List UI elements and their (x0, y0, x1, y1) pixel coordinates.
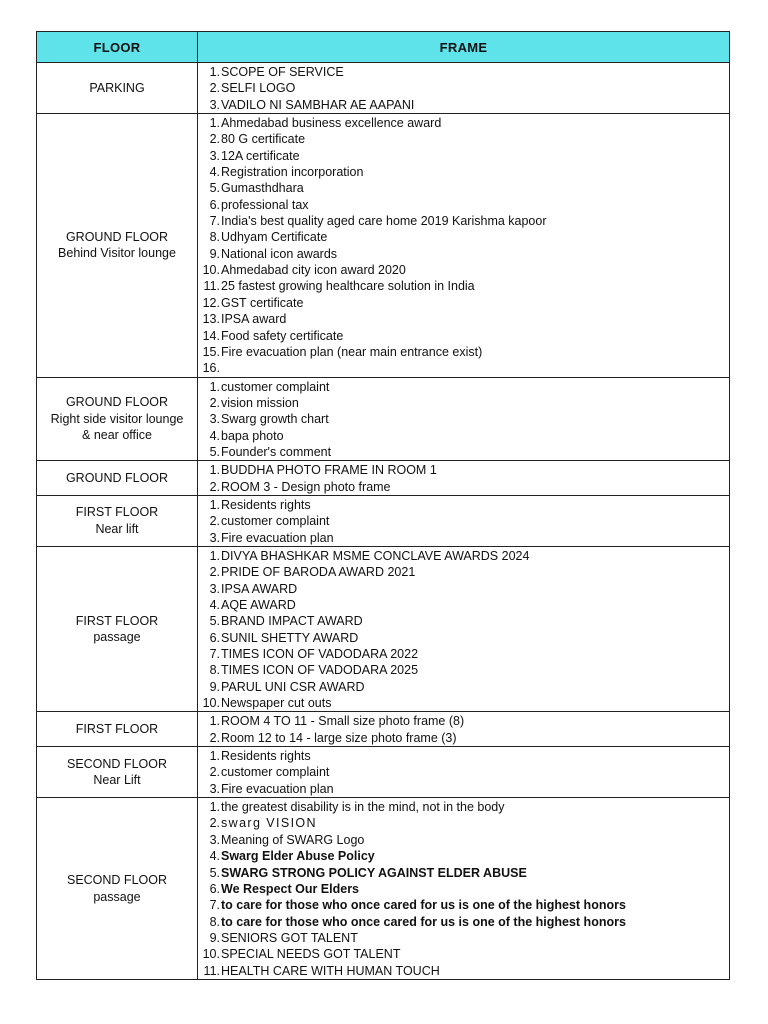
frame-cell (198, 377, 730, 461)
item-text: Registration incorporation (221, 165, 364, 180)
item-text: Fire evacuation plan (near main entrance exist) (221, 344, 483, 359)
item-number: 3. (209, 781, 220, 796)
frame-list (198, 379, 729, 461)
list-item (198, 881, 729, 897)
item-number: 2. (209, 132, 220, 147)
item-number: 1. (209, 379, 220, 394)
item-number: 9. (209, 246, 220, 261)
item-number: 5. (209, 444, 220, 459)
item-number: 10. (202, 696, 220, 711)
floor-label: passage (93, 630, 141, 645)
item-number: 4. (209, 428, 220, 443)
item-number: 3. (209, 97, 220, 112)
list-item (198, 115, 729, 131)
list-item (198, 328, 729, 344)
list-item (198, 131, 729, 147)
item-text: SCOPE OF SERVICE (221, 65, 344, 79)
floor-cell (37, 377, 198, 461)
floor-label: passage (93, 889, 141, 904)
item-number: 8. (209, 663, 220, 678)
table-row (37, 712, 730, 747)
item-text: Swarg growth chart (221, 412, 329, 427)
list-item (198, 646, 729, 662)
item-number: 8. (209, 914, 220, 929)
item-number: 6. (209, 630, 220, 645)
item-text: Fire evacuation plan (221, 781, 334, 796)
floor-cell (37, 461, 198, 496)
item-text: 80 G certificate (221, 132, 306, 147)
item-text: Fire evacuation plan (221, 530, 334, 545)
frame-cell (198, 798, 730, 980)
floor-label: Near Lift (93, 773, 141, 788)
list-item (198, 695, 729, 711)
list-item (198, 832, 729, 848)
item-number: 1. (209, 800, 220, 815)
floor-label: GROUND FLOOR (65, 395, 169, 410)
item-number: 2. (209, 514, 220, 529)
frame-list (198, 497, 729, 546)
item-number: 1. (209, 116, 220, 131)
item-number: 2. (209, 395, 220, 410)
frame-list (198, 64, 729, 113)
item-text: ROOM 3 - Design photo frame (221, 479, 391, 494)
item-number: 6. (209, 881, 220, 896)
item-number: 9. (209, 930, 220, 945)
list-item (198, 180, 729, 196)
list-item (198, 428, 729, 444)
item-number: 5. (209, 181, 220, 196)
list-item (198, 444, 729, 460)
item-text: the greatest disability is in the mind, not in the body (221, 800, 505, 815)
table-row (37, 63, 730, 114)
list-item (198, 360, 729, 376)
item-number: 8. (209, 230, 220, 245)
item-text: National icon awards (221, 246, 338, 261)
floor-cell (37, 63, 198, 114)
item-number: 13. (202, 312, 220, 327)
floor-column-header: FLOOR (37, 32, 198, 63)
item-number: 14. (202, 328, 220, 343)
list-item (198, 513, 729, 529)
item-text: Udhyam Certificate (221, 230, 328, 245)
item-number: 11. (203, 963, 220, 978)
item-text: to care for those who once cared for us is one of the highest honors (221, 898, 626, 913)
floor-label: SECOND FLOOR (66, 756, 167, 771)
frame-list (198, 799, 729, 979)
floor-label: Right side visitor lounge (50, 411, 184, 426)
item-number: 1. (209, 749, 220, 764)
item-text: customer complaint (221, 379, 330, 394)
item-number: 3. (209, 832, 220, 847)
item-number: 9. (209, 679, 220, 694)
list-item (198, 730, 729, 746)
item-text: We Respect Our Elders (221, 881, 360, 896)
item-text: India's best quality aged care home 2019 Karishma kapoor (221, 214, 547, 229)
list-item (198, 630, 729, 646)
item-text: IPSA award (221, 312, 287, 327)
frame-cell (198, 712, 730, 747)
item-text: bapa photo (221, 428, 284, 443)
list-item (198, 613, 729, 629)
item-text: Room 12 to 14 - large size photo frame (3) (221, 730, 457, 745)
item-text: ROOM 4 TO 11 - Small size photo frame (8) (221, 714, 465, 729)
list-item (198, 213, 729, 229)
item-text: BRAND IMPACT AWARD (221, 614, 363, 629)
list-item (198, 946, 729, 962)
list-item (198, 64, 729, 80)
item-text: Meaning of SWARG Logo (221, 832, 365, 847)
frame-cell (198, 546, 730, 711)
list-item (198, 311, 729, 327)
list-item (198, 80, 729, 96)
item-number: 6. (209, 197, 220, 212)
table-row (37, 377, 730, 461)
item-number: 1. (209, 463, 220, 478)
table-row (37, 747, 730, 798)
item-text: Gumasthdhara (221, 181, 304, 196)
item-number: 2. (209, 565, 220, 580)
item-text: VADILO NI SAMBHAR AE AAPANI (221, 97, 415, 112)
item-text: SUNIL SHETTY AWARD (221, 630, 359, 645)
item-text: Food safety certificate (221, 328, 344, 343)
item-number: 5. (209, 865, 220, 880)
list-item (198, 764, 729, 780)
floor-cell (37, 546, 198, 711)
floor-cell (37, 712, 198, 747)
item-number: 15. (202, 344, 220, 359)
floor-label: PARKING (89, 80, 145, 95)
list-item (198, 930, 729, 946)
item-text (220, 360, 221, 376)
item-text: Newspaper cut outs (221, 696, 332, 711)
list-item (198, 597, 729, 613)
floor-cell (37, 495, 198, 546)
item-text: TIMES ICON OF VADODARA 2025 (221, 663, 419, 678)
list-item (198, 164, 729, 180)
list-item (198, 530, 729, 546)
floor-cell (37, 798, 198, 980)
list-item (198, 815, 729, 831)
list-item (198, 148, 729, 164)
frame-list (198, 713, 729, 746)
table-row (37, 461, 730, 496)
frame-cell (198, 495, 730, 546)
item-number: 4. (209, 598, 220, 612)
table-row (37, 495, 730, 546)
floor-label: FIRST FLOOR (75, 613, 159, 628)
floor-label: Behind Visitor lounge (58, 246, 176, 261)
list-item (198, 395, 729, 411)
item-number: 2. (209, 81, 220, 96)
item-number: 7. (209, 214, 220, 229)
item-text: GST certificate (221, 295, 304, 310)
item-text: 12A certificate (221, 148, 300, 163)
frame-cell (198, 461, 730, 496)
list-item (198, 914, 729, 930)
list-item (198, 897, 729, 913)
list-item (198, 295, 729, 311)
item-text: HEALTH CARE WITH HUMAN TOUCH (221, 963, 440, 978)
item-text: Founder's comment (221, 444, 332, 459)
item-number: 2. (209, 765, 220, 780)
list-item (198, 662, 729, 678)
item-text: AQE AWARD (221, 598, 296, 612)
list-item (198, 848, 729, 864)
list-item (198, 781, 729, 797)
list-item (198, 97, 729, 113)
table-row (37, 798, 730, 980)
item-text: SWARG STRONG POLICY AGAINST ELDER ABUSE (221, 865, 527, 880)
item-number: 5. (209, 614, 220, 629)
item-number: 2. (209, 816, 220, 831)
item-text: to care for those who once cared for us is one of the highest honors (221, 914, 626, 929)
item-number: 3. (209, 412, 220, 427)
item-number: 1. (209, 714, 220, 729)
item-text: Swarg Elder Abuse Policy (221, 849, 375, 864)
item-number: 2. (209, 730, 220, 745)
list-item (198, 229, 729, 245)
list-item (198, 713, 729, 729)
list-item (198, 548, 729, 564)
item-number: 1. (209, 65, 220, 79)
item-text: Ahmedabad city icon award 2020 (221, 263, 406, 278)
item-number: 16. (202, 361, 220, 376)
item-number: 4. (209, 849, 220, 864)
list-item (198, 581, 729, 597)
item-text: PRIDE OF BARODA AWARD 2021 (221, 565, 416, 580)
list-item (198, 344, 729, 360)
list-item (198, 748, 729, 764)
table-row (37, 114, 730, 378)
list-item (198, 246, 729, 262)
floor-label: FIRST FLOOR (75, 722, 159, 736)
header-row (37, 32, 730, 63)
item-number: 3. (209, 581, 220, 596)
item-number: 11. (203, 279, 220, 294)
item-text: Residents rights (221, 749, 311, 764)
item-number: 10. (202, 947, 220, 962)
list-item (198, 865, 729, 881)
floor-label: GROUND FLOOR (65, 229, 169, 244)
table-row (37, 546, 730, 711)
frame-cell (198, 747, 730, 798)
item-text: IPSA AWARD (221, 581, 298, 596)
item-number: 12. (202, 295, 220, 310)
floor-label: Near lift (95, 521, 139, 536)
item-text: professional tax (221, 197, 309, 212)
list-item (198, 462, 729, 478)
floor-cell (37, 747, 198, 798)
list-item (198, 497, 729, 513)
frame-cell (198, 114, 730, 378)
item-text: Residents rights (221, 497, 311, 512)
floor-frame-table (36, 31, 730, 980)
table-body (37, 63, 730, 980)
item-number: 4. (209, 165, 220, 180)
list-item (198, 197, 729, 213)
list-item (198, 479, 729, 495)
frame-cell (198, 63, 730, 114)
item-text: SENIORS GOT TALENT (221, 930, 358, 945)
item-text: TIMES ICON OF VADODARA 2022 (221, 647, 419, 662)
item-number: 2. (209, 479, 220, 494)
floor-label: & near office (82, 428, 152, 443)
list-item (198, 564, 729, 580)
item-text: SPECIAL NEEDS GOT TALENT (221, 947, 401, 962)
item-text: 25 fastest growing healthcare solution in India (221, 279, 475, 294)
frame-list (198, 548, 729, 711)
list-item (198, 679, 729, 695)
list-item (198, 278, 729, 294)
item-text: swarg VISION (221, 816, 317, 831)
list-item (198, 411, 729, 427)
list-item (198, 379, 729, 395)
item-number: 3. (209, 530, 220, 545)
item-number: 10. (202, 263, 220, 278)
frame-list (198, 462, 729, 495)
item-text: Ahmedabad business excellence award (221, 116, 442, 131)
frame-list (198, 115, 729, 377)
list-item (198, 262, 729, 278)
item-text: vision mission (221, 395, 299, 410)
floor-label: FIRST FLOOR (75, 505, 159, 520)
item-text: customer complaint (221, 765, 330, 780)
item-number: 1. (209, 497, 220, 512)
frame-column-header: FRAME (198, 32, 730, 63)
floor-cell (37, 114, 198, 378)
list-item (198, 799, 729, 815)
item-number: 7. (209, 898, 220, 913)
item-text: SELFI LOGO (221, 81, 296, 96)
frame-list (198, 748, 729, 797)
floor-label: GROUND FLOOR (65, 470, 169, 485)
item-number: 7. (209, 647, 220, 662)
item-number: 3. (209, 148, 220, 163)
item-text: DIVYA BHASHKAR MSME CONCLAVE AWARDS 2024 (221, 548, 530, 563)
item-text: PARUL UNI CSR AWARD (221, 679, 365, 694)
list-item (198, 963, 729, 979)
floor-label: SECOND FLOOR (66, 873, 167, 888)
item-text: BUDDHA PHOTO FRAME IN ROOM 1 (221, 463, 437, 478)
item-number: 1. (209, 548, 220, 563)
item-text: customer complaint (221, 514, 330, 529)
